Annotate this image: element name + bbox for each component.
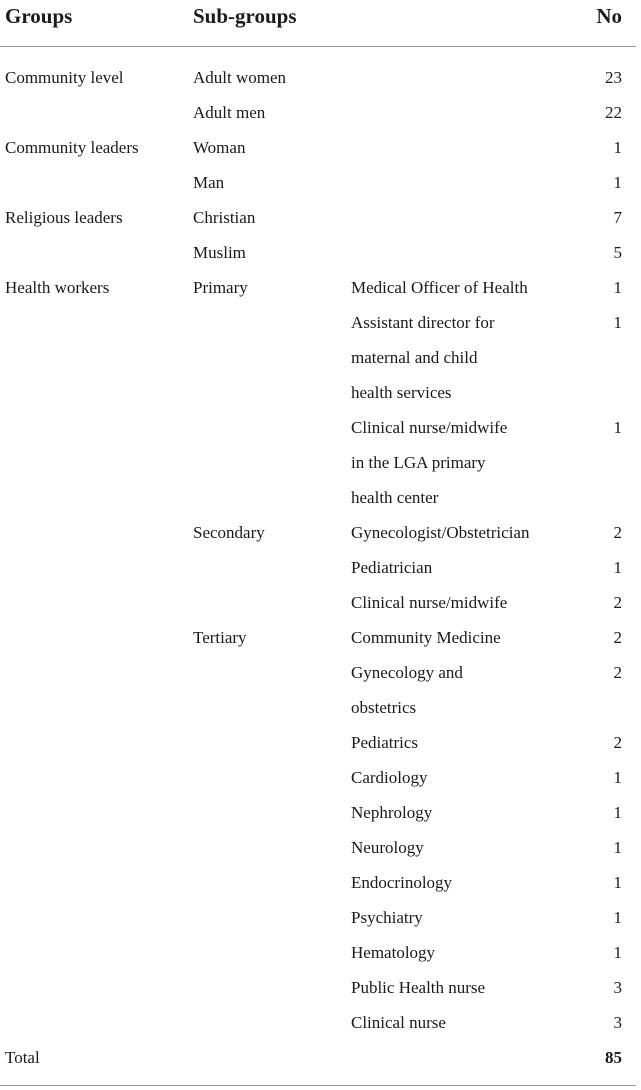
count-cell: 1	[613, 173, 622, 192]
subgroup-cell: Christian	[193, 208, 256, 227]
detail-cell: Gynecology and	[351, 663, 463, 682]
detail-cell: Neurology	[351, 838, 424, 857]
header-divider	[0, 46, 636, 47]
count-cell: 2	[613, 523, 622, 542]
detail-cell: Hematology	[351, 943, 436, 962]
count-cell: 7	[613, 208, 622, 227]
count-cell: 23	[605, 68, 622, 87]
count-cell: 1	[613, 278, 622, 297]
table-row	[0, 515, 641, 550]
detail-cell: Nephrology	[351, 803, 433, 822]
count-cell: 2	[613, 628, 622, 647]
subgroup-cell: Adult women	[193, 68, 287, 87]
detail-cell: maternal and child	[351, 348, 478, 367]
group-cell: Religious leaders	[5, 208, 123, 227]
count-cell: 1	[613, 558, 622, 577]
subgroup-cell: Secondary	[193, 523, 265, 542]
detail-cell: Community Medicine	[351, 628, 501, 647]
detail-cell: Endocrinology	[351, 873, 453, 892]
detail-cell: Clinical nurse/midwife	[351, 593, 508, 612]
count-cell: 1	[613, 418, 622, 437]
detail-cell: Pediatrics	[351, 733, 419, 752]
table-row	[0, 970, 641, 1005]
count-cell: 1	[613, 943, 622, 962]
table-row	[0, 795, 641, 830]
count-cell: 1	[613, 908, 622, 927]
table-row	[0, 760, 641, 795]
table-row	[0, 305, 641, 410]
table-header	[0, 0, 641, 46]
table-row	[0, 655, 641, 725]
subgroup-cell: Primary	[193, 278, 248, 297]
table-row	[0, 935, 641, 970]
subgroup-cell: Adult men	[193, 103, 266, 122]
detail-cell: Medical Officer of Health	[351, 278, 528, 297]
subgroup-cell: Tertiary	[193, 628, 247, 647]
count-cell: 2	[613, 733, 622, 752]
header-count: No	[596, 4, 622, 28]
count-cell: 2	[613, 593, 622, 612]
detail-cell: health services	[351, 383, 452, 402]
detail-cell: Psychiatry	[351, 908, 423, 927]
table-row	[0, 95, 641, 130]
detail-cell: Gynecologist/Obstetrician	[351, 523, 530, 542]
table-row	[0, 410, 641, 515]
detail-cell: Assistant director for	[351, 313, 495, 332]
table-row	[0, 900, 641, 935]
count-cell: 1	[613, 313, 622, 332]
count-cell: 1	[613, 768, 622, 787]
table-row	[0, 865, 641, 900]
count-cell: 1	[613, 873, 622, 892]
table-row	[0, 60, 641, 95]
table-row	[0, 585, 641, 620]
group-cell: Community leaders	[5, 138, 139, 157]
count-cell: 22	[605, 103, 622, 122]
detail-cell: Clinical nurse/midwife	[351, 418, 508, 437]
table-row	[0, 200, 641, 235]
table-row	[0, 235, 641, 270]
subgroup-cell: Muslim	[193, 243, 246, 262]
table-row	[0, 550, 641, 585]
subgroup-cell: Man	[193, 173, 225, 192]
detail-cell: Clinical nurse	[351, 1013, 446, 1032]
detail-cell: Public Health nurse	[351, 978, 486, 997]
group-cell: Health workers	[5, 278, 110, 297]
count-cell: 3	[613, 978, 622, 997]
group-cell: Community level	[5, 68, 124, 87]
total-row	[0, 1040, 641, 1075]
subgroup-cell: Woman	[193, 138, 246, 157]
table-row	[0, 270, 641, 305]
count-cell: 1	[613, 838, 622, 857]
count-cell: 1	[613, 138, 622, 157]
count-cell: 2	[613, 663, 622, 682]
total-count: 85	[605, 1048, 622, 1067]
detail-cell: in the LGA primary	[351, 453, 486, 472]
detail-cell: Cardiology	[351, 768, 428, 787]
header-subgroups: Sub-groups	[193, 4, 297, 28]
table-row	[0, 1005, 641, 1040]
table-row	[0, 725, 641, 760]
table-row	[0, 165, 641, 200]
detail-cell: Pediatrician	[351, 558, 433, 577]
count-cell: 1	[613, 803, 622, 822]
count-cell: 3	[613, 1013, 622, 1032]
table-bottom-divider	[0, 1085, 636, 1086]
table-row	[0, 620, 641, 655]
table-row	[0, 830, 641, 865]
header-groups: Groups	[5, 4, 73, 28]
detail-cell: health center	[351, 488, 439, 507]
count-cell: 5	[613, 243, 622, 262]
detail-cell: obstetrics	[351, 698, 417, 717]
total-label: Total	[5, 1048, 40, 1067]
table-row	[0, 130, 641, 165]
